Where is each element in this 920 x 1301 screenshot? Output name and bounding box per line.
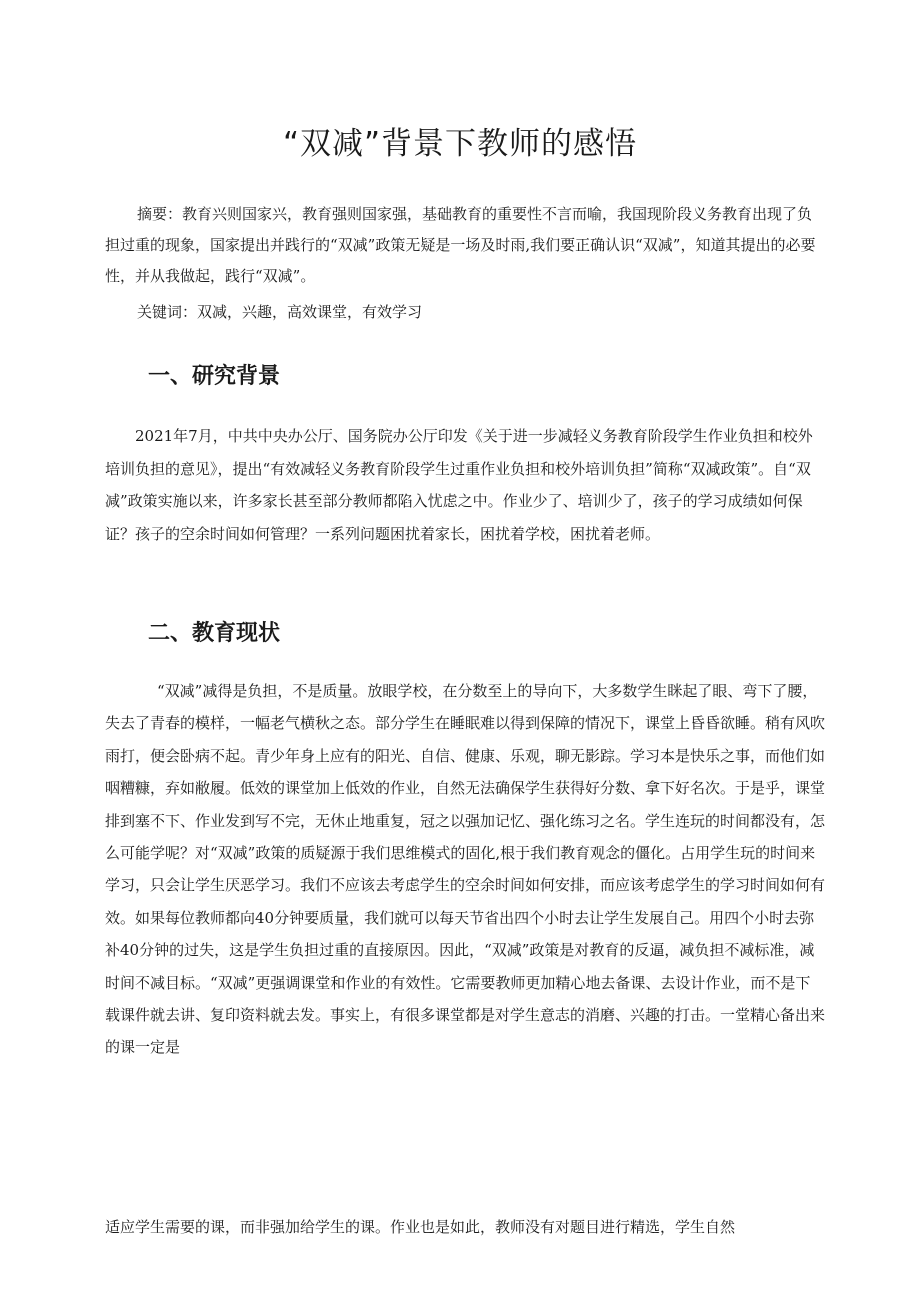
keywords-line: 关键词：双减，兴趣，高效课堂，有效学习 [137,303,423,321]
section-heading-research-background: 一、研究背景 [148,364,281,389]
section-heading-education-status: 二、教育现状 [148,621,281,646]
section1-paragraph: 2021年7月，中共中央办公厅、国务院办公厅印发《关于进一步减轻义务教育阶段学生作业负担和校外培训负担的意见》，提出“有效减轻义务教育阶段学生过重作业负担和校外培训负担”简称“双减政策”。自“双减”政策实施以来，许多家长甚至部分教师都陷入忧虑之中。作业少了、培训少了，孩子的学习成绩如何保证？孩子的空余时间如何管理？一系列问题困扰着家长，困扰着学校，困扰着老师。 [105,427,813,543]
section2-continuation-paragraph: 适应学生需要的课，而非强加给学生的课。作业也是如此，教师没有对题目进行精选，学生自然 [105,1218,736,1236]
section2-paragraph: “双减”减得是负担，不是质量。放眼学校，在分数至上的导向下，大多数学生眯起了眼、弯下了腰，失去了青春的模样，一幅老气横秋之态。部分学生在睡眠难以得到保障的情况下，课堂上昏昏欲睡。稍有风吹雨打，便会卧病不起。青少年身上应有的阳光、自信、健康、乐观，聊无影踪。学习本是快乐之事，而他们如咽糟糠，弃如敝履。低效的课堂加上低效的作业，自然无法确保学生获得好分数、拿下好名次。于是乎，课堂排到塞不下、作业发到写不完，无休止地重复，冠之以强加记忆、强化练习之名。学生连玩的时间都没有，怎么可能学呢？对“双减”政策的质疑源于我们思维模式的固化,根于我们教育观念的僵化。占用学生玩的时间来学习，只会让学生厌恶学习。我们不应该去考虑学生的空余时间如何安排，而应该考虑学生的学习时间如何有效。如果每位教师都向40分钟要质量，我们就可以每天节省出四个小时去让学生发展自己。用四个小时去弥补40分钟的过失，这是学生负担过重的直接原因。因此，“双减”政策是对教育的反逼，减负担不减标准，减时间不减目标。“双减”更强调课堂和作业的有效性。它需要教师更加精心地去备课、去设计作业，而不是下载课件就去讲、复印资料就去发。事实上，有很多课堂都是对学生意志的消磨、兴趣的打击。一堂精心备出来的课一定是 [105,682,826,1057]
document-title: “双减”背景下教师的感悟 [282,126,638,162]
abstract-paragraph: 摘要：教育兴则国家兴，教育强则国家强，基础教育的重要性不言而喻，我国现阶段义务教育出现了负担过重的现象，国家提出并践行的“双减”政策无疑是一场及时雨,我们要正确认识“双减”，知道其提出的必要性，并从我做起，践行“双减”。 [105,205,816,285]
